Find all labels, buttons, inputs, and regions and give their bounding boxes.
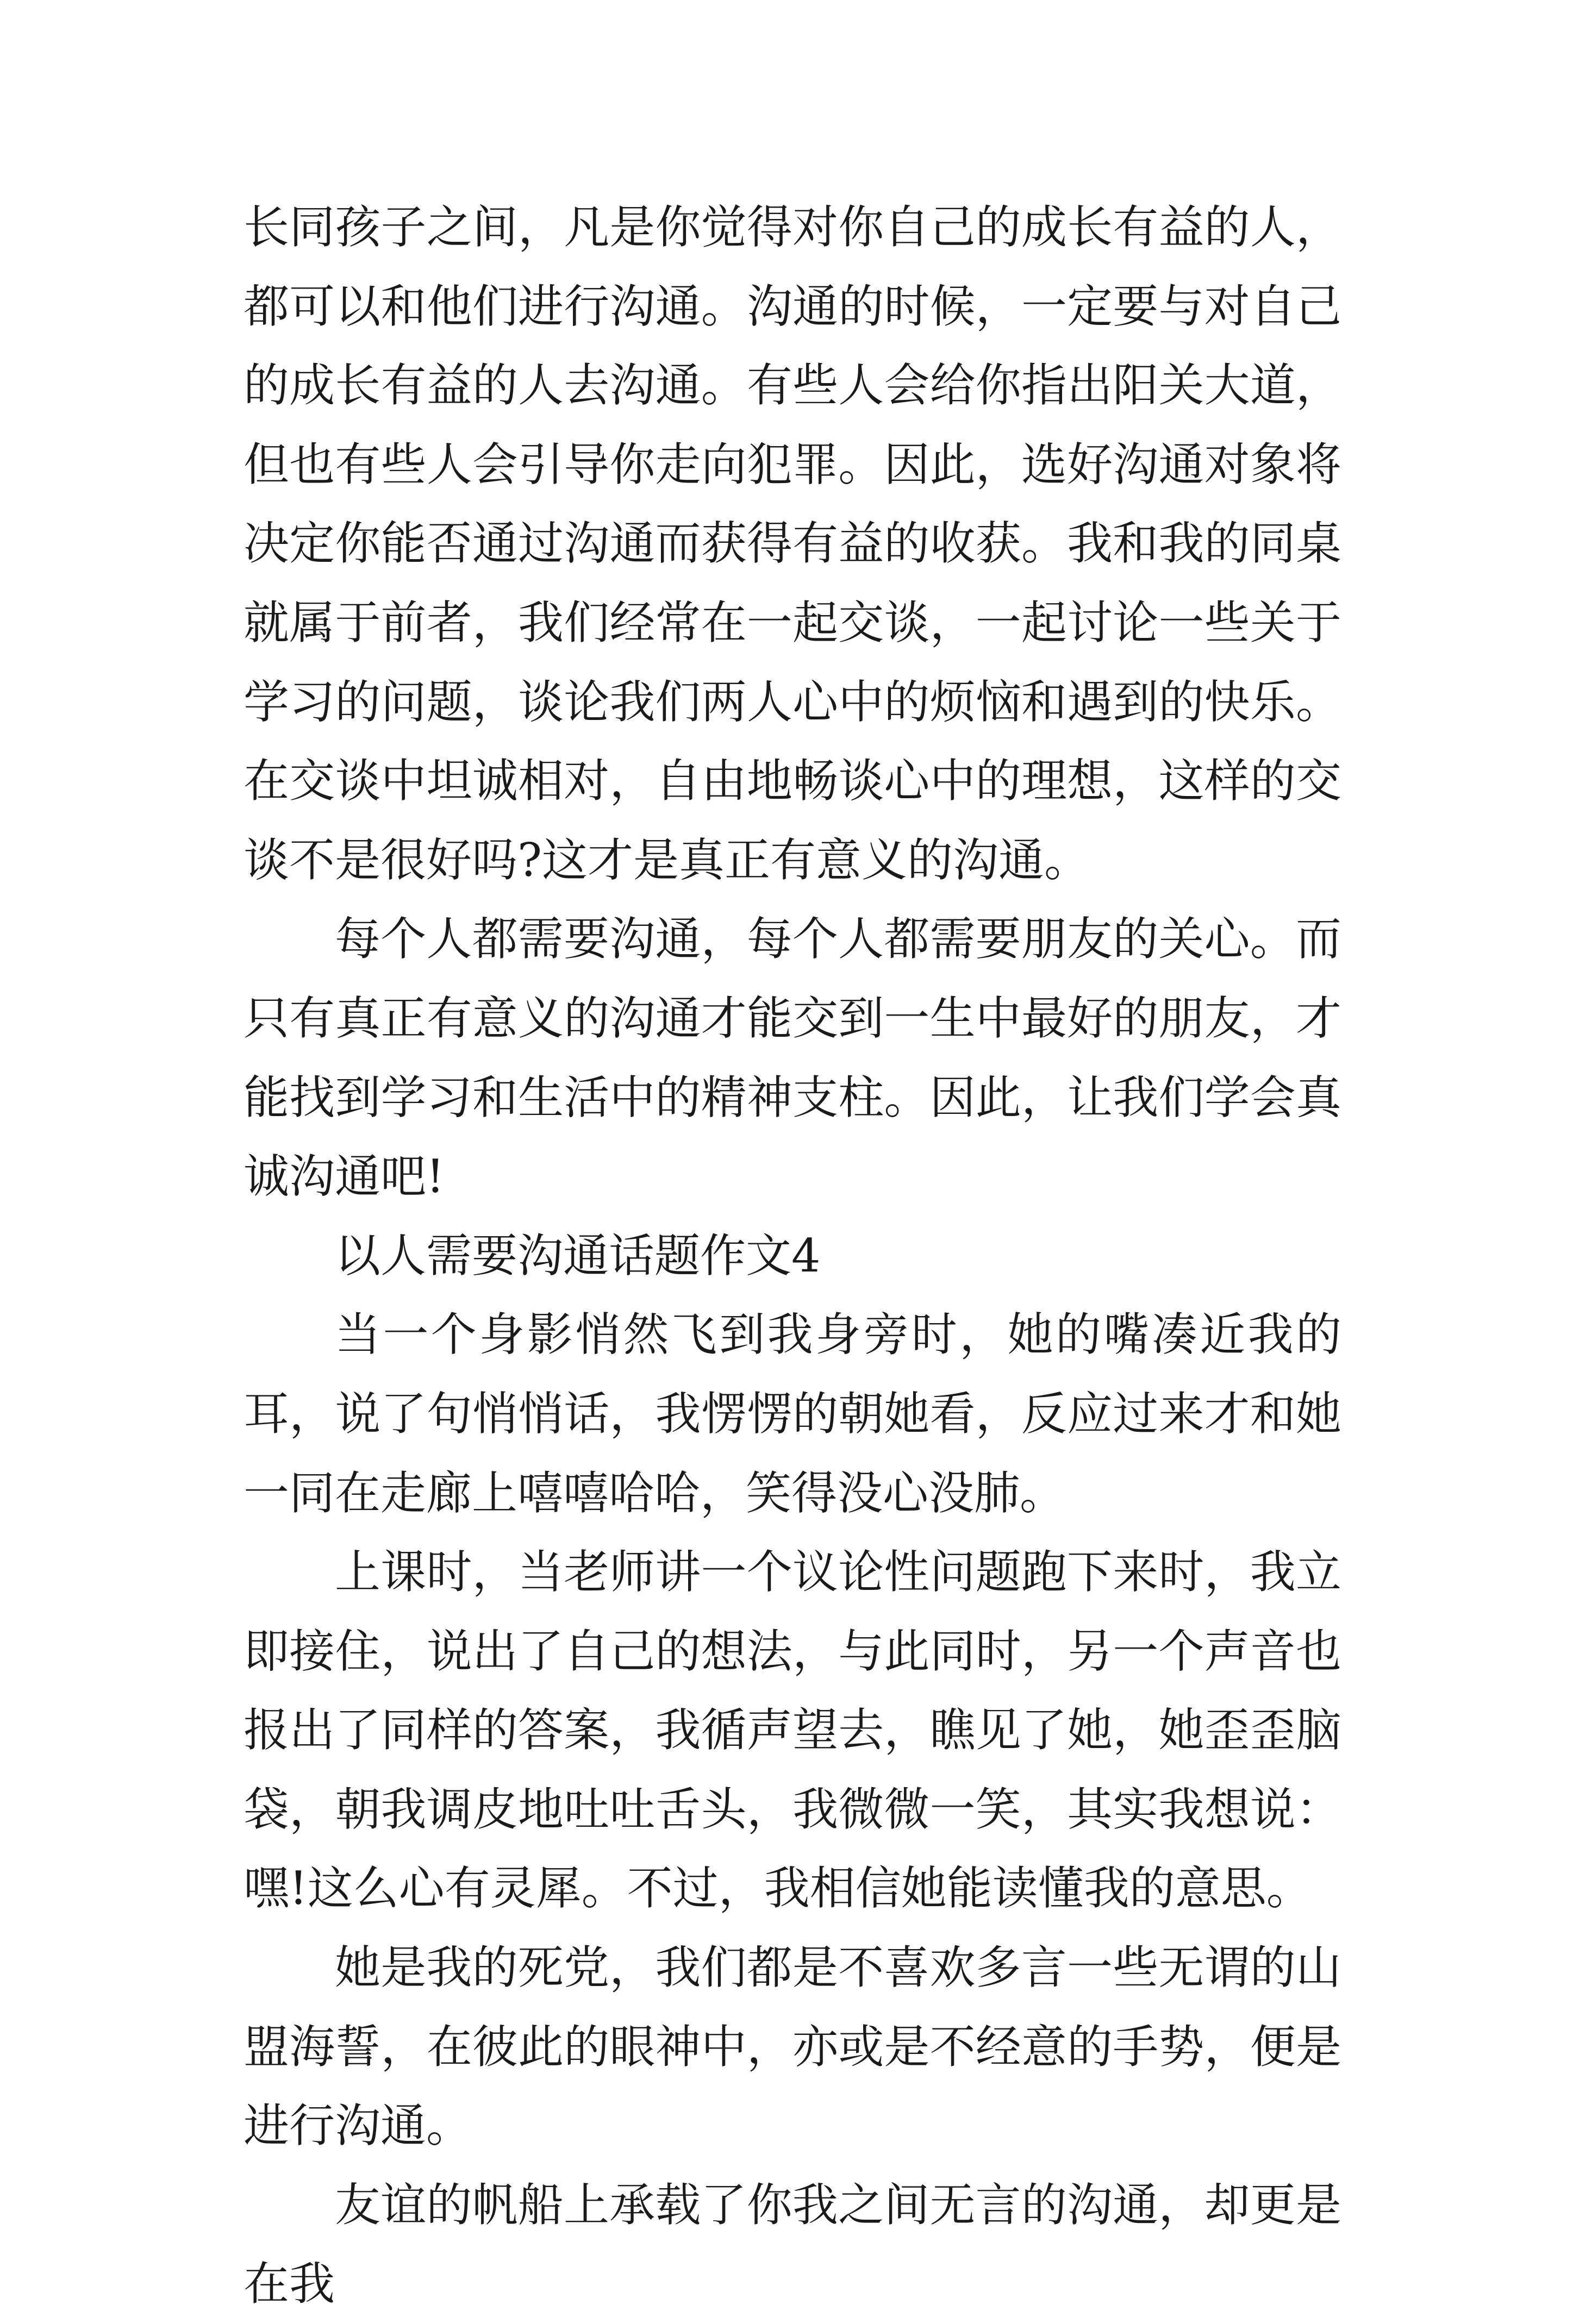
document-body <box>244 188 1341 2324</box>
paragraph: 上课时，当老师讲一个议论性问题跑下来时，我立即接住，说出了自己的想法，与此同时，另一个声音也报出了同样的答案，我循声望去，瞧见了她，她歪歪脑袋，朝我调皮地吐吐舌头，我微微一笑，其实我想说：嘿!这么心有灵犀。不过，我相信她能读懂我的意思。 <box>244 1545 1341 1915</box>
section-heading: 以人需要沟通话题作文4 <box>335 1229 821 1282</box>
paragraph: 当一个身影悄然飞到我身旁时，她的嘴凑近我的耳，说了句悄悄话，我愣愣的朝她看，反应过来才和她一同在走廊上嘻嘻哈哈，笑得没心没肺。 <box>244 1308 1341 1520</box>
paragraph: 她是我的死党，我们都是不喜欢多言一些无谓的山盟海誓，在彼此的眼神中，亦或是不经意的手势，便是进行沟通。 <box>244 1941 1341 2153</box>
paragraph: 友谊的帆船上承载了你我之间无言的沟通，却更是在我 <box>244 2178 1341 2311</box>
paragraph: 每个人都需要沟通，每个人都需要朋友的关心。而只有真正有意义的沟通才能交到一生中最好的朋友，才能找到学习和生活中的精神支柱。因此，让我们学会真诚沟通吧! <box>244 912 1341 1204</box>
paragraph: 长同孩子之间，凡是你觉得对你自己的成长有益的人，都可以和他们进行沟通。沟通的时候，一定要与对自己的成长有益的人去沟通。有些人会给你指出阳关大道，但也有些人会引导你走向犯罪。因此，选好沟通对象将决定你能否通过沟通而获得有益的收获。我和我的同桌就属于前者，我们经常在一起交谈，一起讨论一些关于学习的问题，谈论我们两人心中的烦恼和遇到的快乐。在交谈中坦诚相对，自由地畅谈心中的理想，这样的交谈不是很好吗?这才是真正有意义的沟通。 <box>244 201 1341 887</box>
